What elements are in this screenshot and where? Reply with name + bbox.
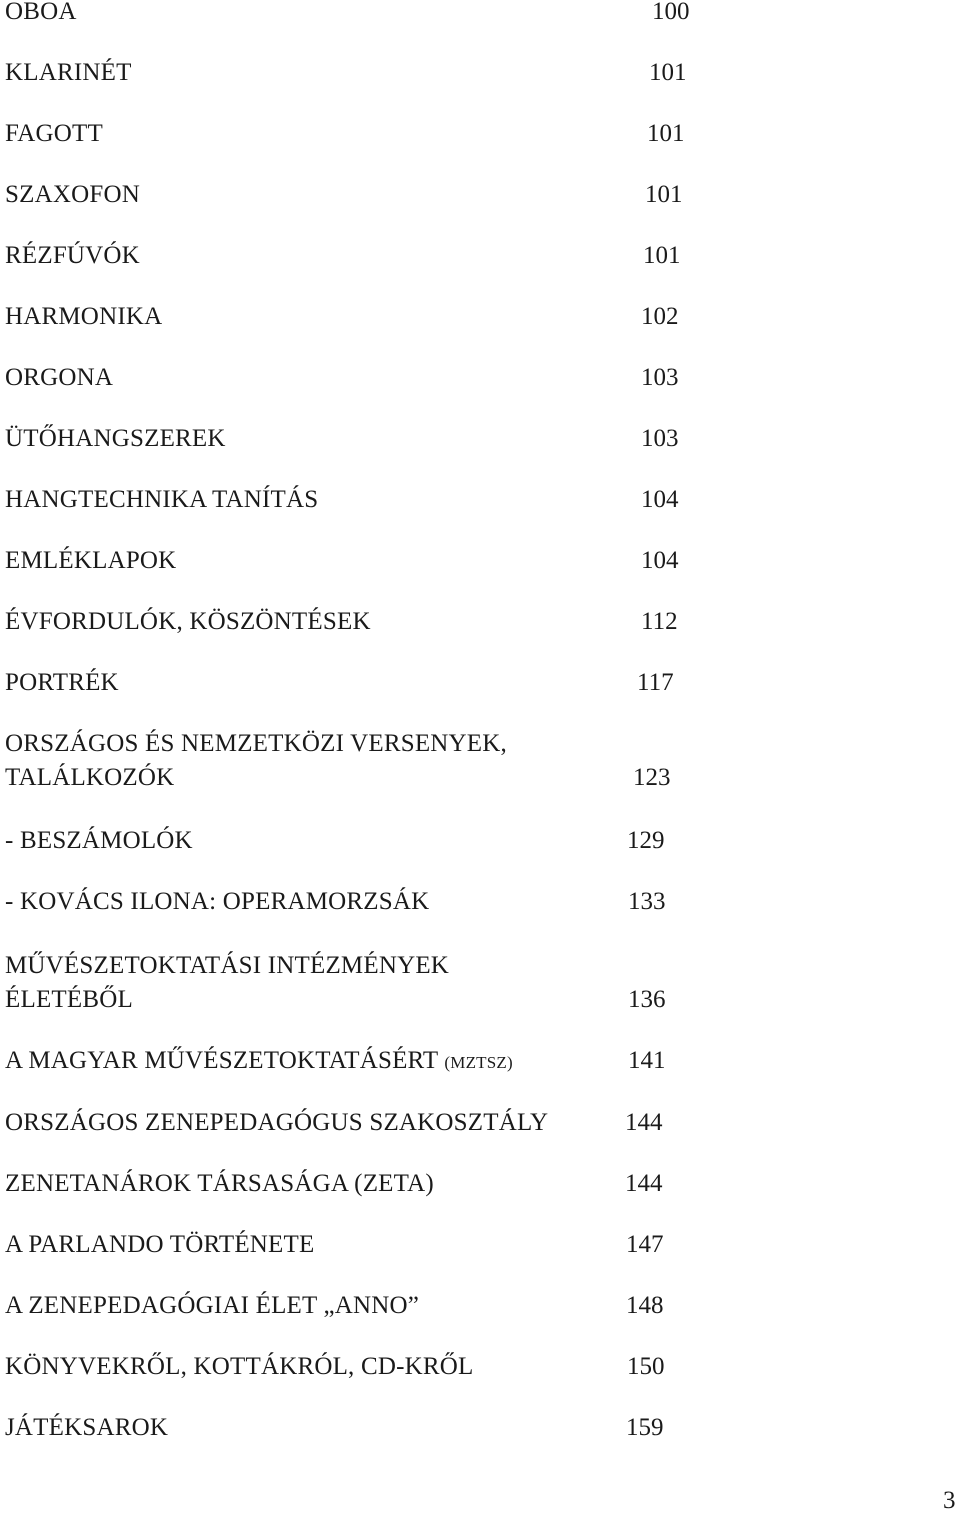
toc-entry-page: 112: [641, 608, 678, 635]
toc-entry-page: 103: [641, 425, 679, 452]
toc-entry-page: 101: [643, 242, 681, 269]
toc-entry-title: A ZENEPEDAGÓGIAI ÉLET „ANNO”: [5, 1292, 420, 1319]
toc-entry-title: RÉZFÚVÓK: [5, 242, 140, 269]
page-number: 3: [943, 1487, 956, 1514]
toc-entry-page: 136: [628, 986, 666, 1013]
toc-entry-title: JÁTÉKSAROK: [5, 1414, 169, 1441]
toc-entry-page: 141: [628, 1047, 666, 1074]
toc-entry-title: ZENETANÁROK TÁRSASÁGA (ZETA): [5, 1170, 434, 1197]
toc-entry-page: 117: [637, 669, 674, 696]
toc-entry-title: - KOVÁCS ILONA: OPERAMORZSÁK: [5, 888, 430, 915]
toc-entry-page: 103: [641, 364, 679, 391]
toc-entry-title: A PARLANDO TÖRTÉNETE: [5, 1231, 315, 1258]
toc-entry-title-line2: TALÁLKOZÓK: [5, 764, 175, 791]
toc-entry-title: HANGTECHNIKA TANÍTÁS: [5, 486, 319, 513]
toc-entry-title: EMLÉKLAPOK: [5, 547, 177, 574]
toc-entry-page: 133: [628, 888, 666, 915]
toc-entry-page: 150: [627, 1353, 665, 1380]
toc-entry-page: 100: [652, 0, 690, 25]
toc-entry-title: ÉVFORDULÓK, KÖSZÖNTÉSEK: [5, 608, 371, 635]
toc-entry-page: 101: [645, 181, 683, 208]
toc-entry-page: 104: [641, 486, 679, 513]
toc-entry-title: KLARINÉT: [5, 59, 132, 86]
toc-entry-title-with-note: [5, 1046, 513, 1078]
toc-entry-title: SZAXOFON: [5, 181, 140, 208]
toc-entry-title-line2: ÉLETÉBŐL: [5, 986, 133, 1013]
toc-entry-page: 144: [625, 1109, 663, 1136]
toc-entry-title-line1: MŰVÉSZETOKTATÁSI INTÉZMÉNYEK: [5, 952, 450, 979]
toc-entry-page: 123: [633, 764, 671, 791]
toc-entry-page: 148: [626, 1292, 664, 1319]
toc-entry-page: 101: [649, 59, 687, 86]
toc-entry-page: 144: [625, 1170, 663, 1197]
toc-entry-title: OBOA: [5, 0, 77, 25]
toc-entry-page: 102: [641, 303, 679, 330]
toc-entry-note: (MZTSZ): [444, 1053, 513, 1072]
toc-entry-title-line1: ORSZÁGOS ÉS NEMZETKÖZI VERSENYEK,: [5, 730, 507, 757]
toc-entry-title: - BESZÁMOLÓK: [5, 827, 193, 854]
toc-entry-title: A MAGYAR MŰVÉSZETOKTATÁSÉRT: [5, 1047, 438, 1074]
toc-entry-page: 101: [647, 120, 685, 147]
toc-entry-title: KÖNYVEKRŐL, KOTTÁKRÓL, CD-KRŐL: [5, 1353, 474, 1380]
toc-entry-page: 129: [627, 827, 665, 854]
toc-entry-title: ORSZÁGOS ZENEPEDAGÓGUS SZAKOSZTÁLY: [5, 1109, 549, 1136]
toc-entry-page: 147: [626, 1231, 664, 1258]
toc-entry-title: FAGOTT: [5, 120, 103, 147]
toc-entry-title: ÜTŐHANGSZEREK: [5, 425, 226, 452]
toc-entry-page: 104: [641, 547, 679, 574]
toc-entry-title: ORGONA: [5, 364, 114, 391]
toc-entry-title: HARMONIKA: [5, 303, 163, 330]
toc-entry-title: PORTRÉK: [5, 669, 119, 696]
toc-entry-page: 159: [626, 1414, 664, 1441]
